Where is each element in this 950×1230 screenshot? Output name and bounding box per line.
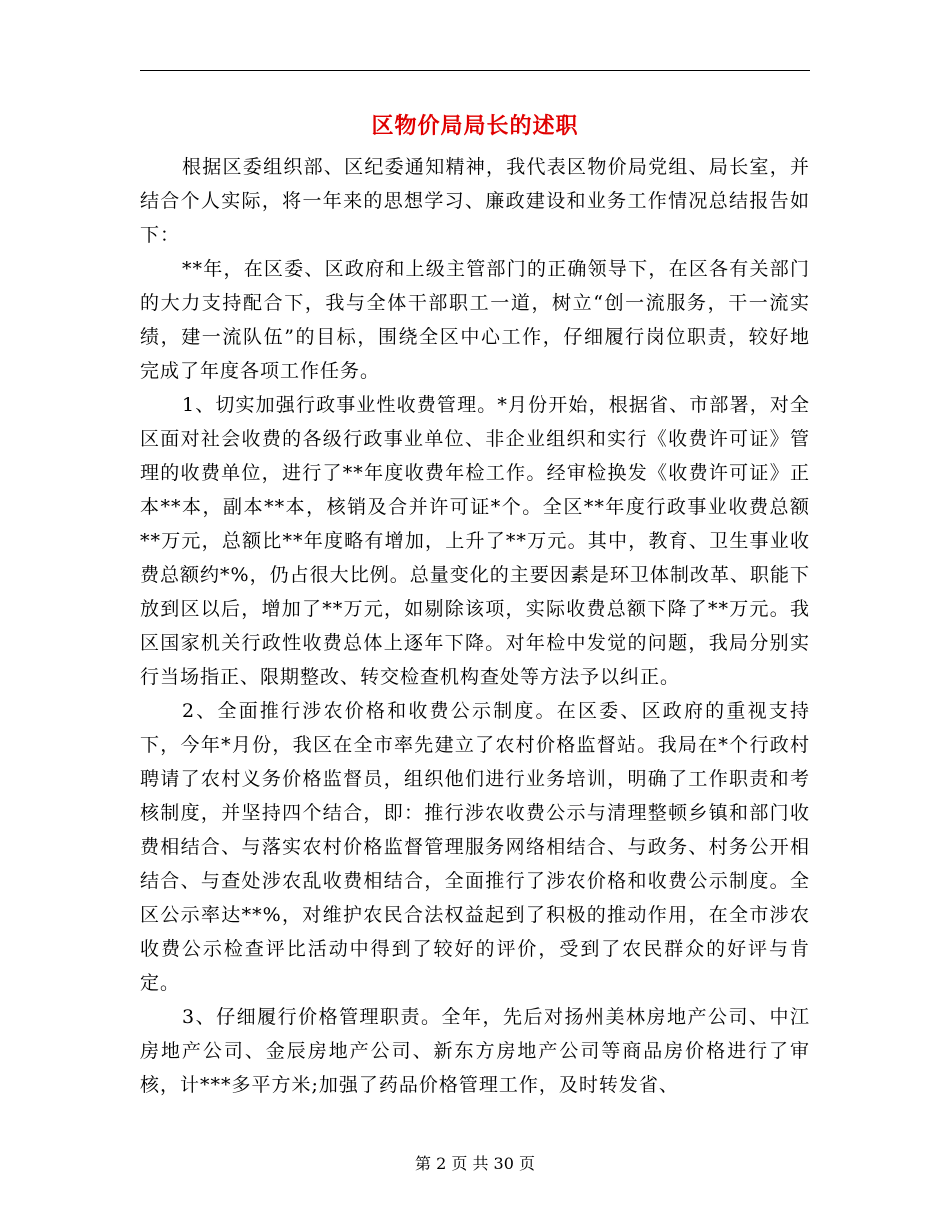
page-footer: 第 2 页 共 30 页: [415, 1154, 535, 1173]
header-rule: [140, 70, 810, 71]
paragraph-item-2: 2、全面推行涉农价格和收费公示制度。在区委、区政府的重视支持下，今年*月份，我区在全市率先建立了农村价格监督站。我局在*个行政村聘请了农村义务价格监督员，组织他们进行业务培训，明确了工作职责和考核制度，并坚持四个结合，即：推行涉农收费公示与清理整顿乡镇和部门收费相结合、与落实农村价格监督管理服务网络相结合、与政务、村务公开相结合、与查处涉农乱收费相结合，全面推行了涉农价格和收费公示制度。全区公示率达**%，对维护农民合法权益起到了积极的推动作用，在全市涉农收费公示检查评比活动中得到了较好的评价，受到了农民群众的好评与肯定。: [140, 700, 810, 994]
document-title: 区物价局局长的述职: [371, 113, 579, 139]
paragraph-overview: **年，在区委、区政府和上级主管部门的正确领导下，在区各有关部门的大力支持配合下，我与全体干部职工一道，树立“创一流服务，干一流实绩，建一流队伍”的目标，围绕全区中心工作，仔细履行岗位职责，较好地完成了年度各项工作任务。: [140, 258, 810, 382]
paragraph-item-3: 3、仔细履行价格管理职责。全年，先后对扬州美林房地产公司、中江房地产公司、金辰房地产公司、新东方房地产公司等商品房价格进行了审核，计***多平方米;加强了药品价格管理工作，及时转发省、: [140, 1006, 810, 1096]
document-body: [140, 150, 810, 1102]
paragraph-intro: 根据区委组织部、区纪委通知精神，我代表区物价局党组、局长室，并结合个人实际，将一年来的思想学习、廉政建设和业务工作情况总结报告如下：: [140, 156, 810, 246]
paragraph-item-1: 1、切实加强行政事业性收费管理。*月份开始，根据省、市部署，对全区面对社会收费的各级行政事业单位、非企业组织和实行《收费许可证》管理的收费单位，进行了**年度收费年检工作。经审检换发《收费许可证》正本**本，副本**本，核销及合并许可证*个。全区**年度行政事业收费总额**万元，总额比**年度略有增加，上升了**万元。其中，教育、卫生事业收费总额约*%，仍占很大比例。总量变化的主要因素是环卫体制改革、职能下放到区以后，增加了**万元，如剔除该项，实际收费总额下降了**万元。我区国家机关行政性收费总体上逐年下降。对年检中发觉的问题，我局分别实行当场指正、限期整改、转交检查机构查处等方法予以纠正。: [140, 394, 810, 688]
